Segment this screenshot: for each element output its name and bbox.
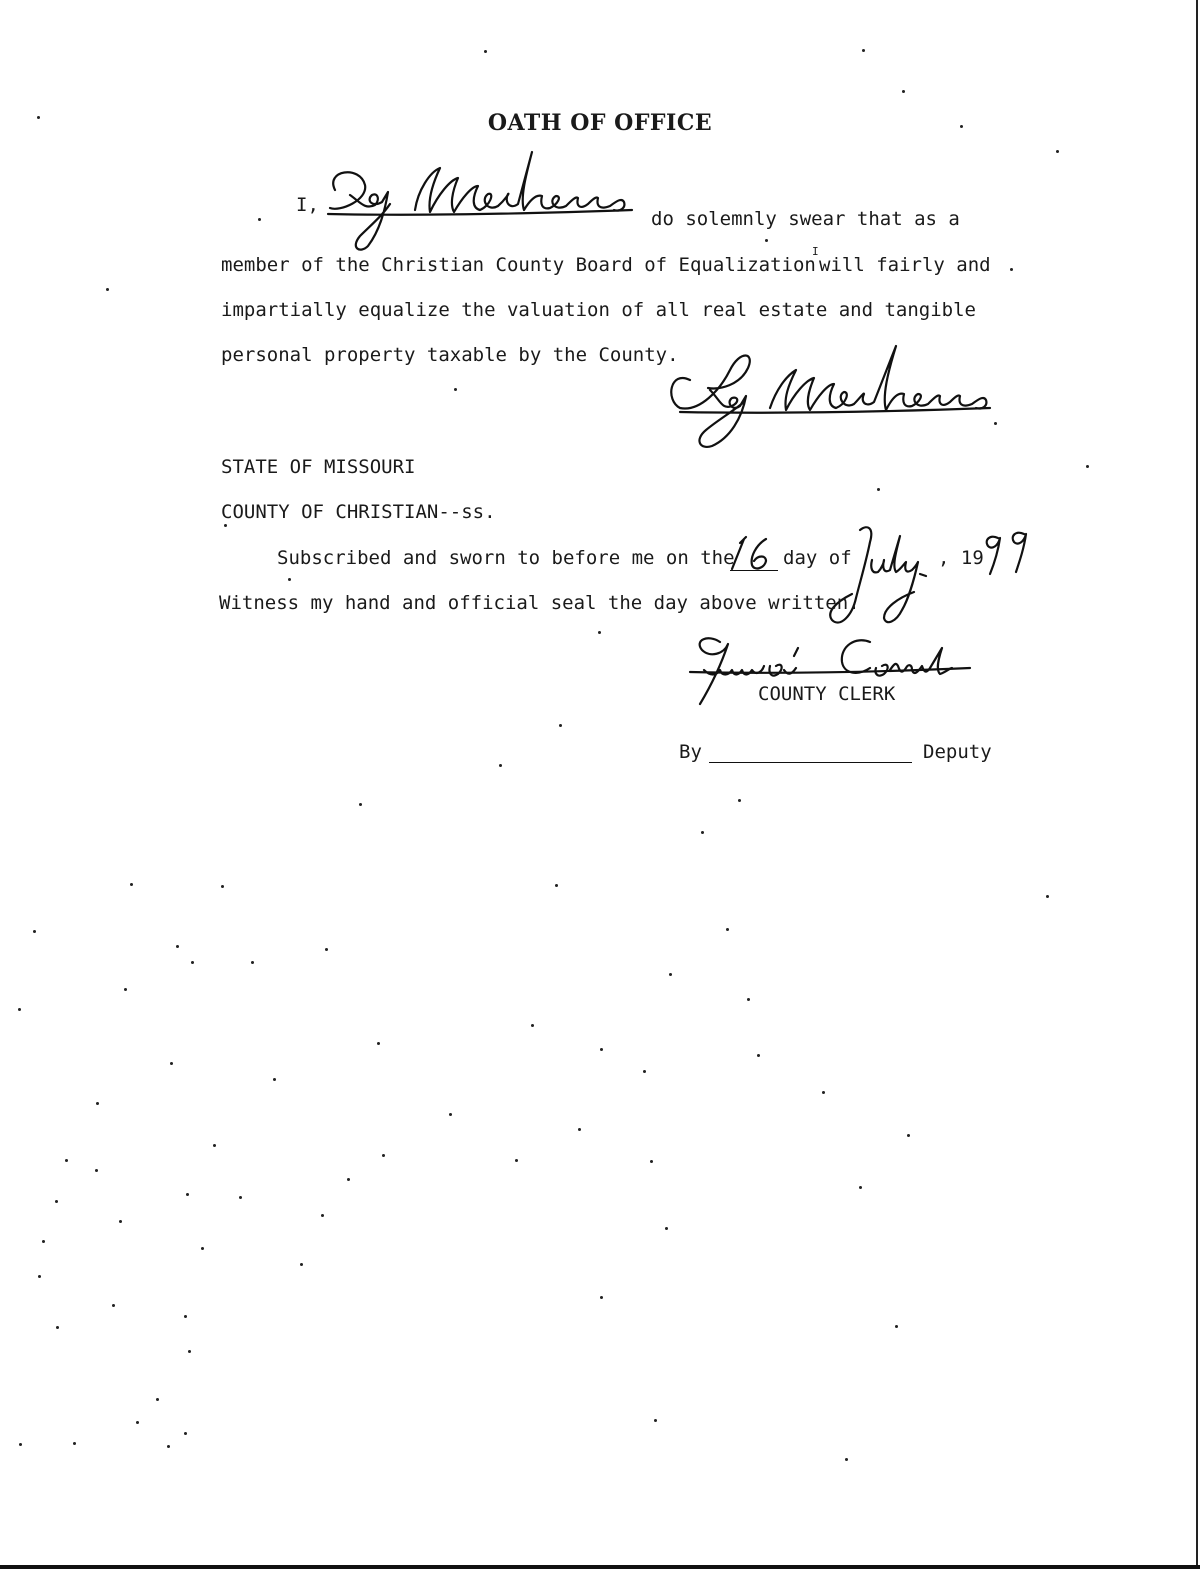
scan-speck: [184, 1315, 187, 1318]
scan-speck: [1046, 895, 1049, 898]
scan-speck: [902, 90, 905, 93]
document-title: OATH OF OFFICE: [487, 110, 713, 136]
deputy-signature-line: [709, 762, 912, 763]
scan-speck: [213, 1144, 216, 1147]
scan-speck: [650, 1160, 653, 1163]
scan-speck: [321, 1214, 324, 1217]
oath-handwritten-name: [320, 150, 650, 260]
scan-speck: [382, 1154, 385, 1157]
scan-speck: [960, 125, 963, 128]
scan-speck: [859, 1186, 862, 1189]
scan-speck: [862, 49, 865, 52]
jurat-day-handwritten: [728, 533, 776, 573]
clerk-title: COUNTY CLERK: [758, 683, 896, 705]
scan-speck: [251, 961, 254, 964]
scan-speck: [184, 1432, 187, 1435]
oath-line3: impartially equalize the valuation of all real estate and tangible: [221, 299, 976, 321]
jurat-day-label: day of: [783, 547, 852, 569]
jurat-day-underline: [730, 570, 778, 571]
scan-speck: [359, 803, 362, 806]
clerk-deputy-label: Deputy: [923, 741, 992, 763]
scan-speck: [738, 799, 741, 802]
jurat-prefix: Subscribed and sworn to before me on the: [277, 547, 735, 569]
scan-speck: [531, 1024, 534, 1027]
scan-speck: [56, 1326, 59, 1329]
scan-speck: [37, 116, 40, 119]
scan-speck: [19, 1443, 22, 1446]
scan-speck: [73, 1442, 76, 1445]
jurat-year-prefix: , 19: [938, 547, 984, 569]
jurat-year-handwritten: [980, 528, 1036, 578]
jurat-witness-line: Witness my hand and official seal the day above written.: [219, 592, 860, 614]
scan-speck: [1056, 150, 1059, 153]
venue-county: COUNTY OF CHRISTIAN--ss.: [221, 501, 496, 523]
scan-speck: [449, 1113, 452, 1116]
scan-speck: [136, 1421, 139, 1424]
scan-speck: [112, 1304, 115, 1307]
scan-speck: [167, 1445, 170, 1448]
scan-speck: [191, 961, 194, 964]
scan-speck: [701, 831, 704, 834]
scan-speck: [258, 218, 261, 221]
scan-speck: [201, 1247, 204, 1250]
scan-speck: [598, 631, 601, 634]
scan-speck: [186, 1193, 189, 1196]
scan-speck: [578, 1128, 581, 1131]
scan-speck: [176, 945, 179, 948]
scan-speck: [239, 1196, 242, 1199]
scan-speck: [1010, 268, 1013, 271]
scan-speck: [96, 1102, 99, 1105]
oath-line4: personal property taxable by the County.: [221, 344, 679, 366]
scan-speck: [65, 1159, 68, 1162]
scan-speck: [38, 1275, 41, 1278]
scan-speck: [119, 1220, 122, 1223]
scan-speck: [18, 1008, 21, 1011]
scan-speck: [224, 524, 227, 527]
scan-speck: [559, 724, 562, 727]
affiant-signature: [660, 340, 1000, 460]
oath-line2-a: member of the Christian County Board of Equalization: [221, 254, 816, 276]
scan-speck: [273, 1078, 276, 1081]
scan-speck: [643, 1070, 646, 1073]
scan-speck: [454, 388, 457, 391]
scan-speck: [347, 1178, 350, 1181]
scan-speck: [170, 1062, 173, 1065]
oath-line2-insert: I: [812, 245, 819, 258]
scan-speck: [895, 1325, 898, 1328]
scan-speck: [747, 998, 750, 1001]
scan-speck: [188, 1350, 191, 1353]
scan-speck: [765, 239, 768, 242]
scan-speck: [499, 764, 502, 767]
scan-speck: [665, 1227, 668, 1230]
scan-speck: [600, 1048, 603, 1051]
oath-line1-rest: do solemnly swear that as a: [651, 208, 960, 230]
scan-speck: [600, 1296, 603, 1299]
clerk-by-label: By: [679, 741, 702, 763]
scan-speck: [33, 930, 36, 933]
scan-speck: [994, 422, 997, 425]
scan-speck: [555, 884, 558, 887]
scan-speck: [877, 488, 880, 491]
scan-speck: [55, 1200, 58, 1203]
scan-speck: [822, 1091, 825, 1094]
scan-speck: [669, 973, 672, 976]
scan-speck: [845, 1458, 848, 1461]
scan-speck: [221, 885, 224, 888]
scan-speck: [1086, 465, 1089, 468]
scan-speck: [325, 948, 328, 951]
scan-speck: [42, 1240, 45, 1243]
oath-line2-b: will fairly and: [819, 254, 991, 276]
scan-speck: [654, 1419, 657, 1422]
scan-speck: [288, 578, 291, 581]
venue-state: STATE OF MISSOURI: [221, 456, 416, 478]
scan-speck: [726, 928, 729, 931]
scan-speck: [757, 1054, 760, 1057]
scan-speck: [377, 1042, 380, 1045]
page-edge-bottom: [0, 1565, 1200, 1569]
scan-speck: [124, 988, 127, 991]
scan-speck: [95, 1169, 98, 1172]
oath-prefix: I,: [296, 194, 319, 216]
page-edge-right: [1196, 0, 1198, 1569]
scan-speck: [106, 288, 109, 291]
scan-speck: [907, 1134, 910, 1137]
scan-speck: [300, 1263, 303, 1266]
scan-speck: [515, 1159, 518, 1162]
scan-speck: [130, 883, 133, 886]
scan-speck: [484, 50, 487, 53]
jurat-month-handwritten: [826, 522, 946, 634]
scan-speck: [156, 1398, 159, 1401]
